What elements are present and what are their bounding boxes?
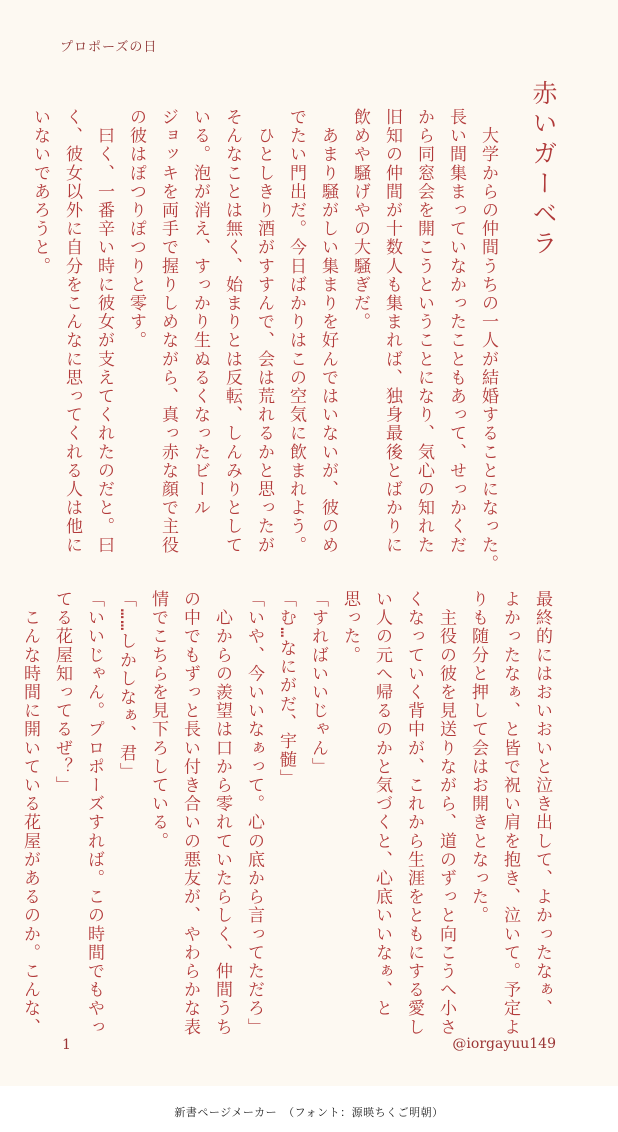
story-text-lower: 最終的にはおいおいと泣き出して、よかったなぁ、 よかったなぁ、と皆で祝い肩を抱き、泣いて。予定よ りも随分と押して会はお開きとなった。 主役の彼を見送りながら、道のずっと向こうへ小さ くなっていく背中が、これから生涯をともにする愛し い人の元へ帰るのかと気づくと、心底いいなぁ、と 思った。 「すればいいじゃん」 「む…なにがだ、宇髄」 「いや、今いいなぁって。心の底から言ってただろ」 心からの羨望は口から零れていたらしく、仲間うち の中でもずっと長い付き合いの悪友が、やわらかな表 情でこちらを見下ろしている。 「……しかしなぁ、君」 「いいじゃん。プロポーズすれば。この時間でもやっ てる花屋知ってるぜ？」 こんな時間に開いている花屋があるのか。こんな、	[20, 590, 552, 1037]
page-number: 1	[62, 1037, 71, 1053]
author-handle: @iorgayuu149	[452, 1036, 556, 1052]
credit-line: 新書ページメーカー （フォント：源暎ちくご明朝）	[174, 1106, 444, 1119]
story-text-upper: 大学からの仲間うちの一人が結婚することになった。 長い間集まっていなかったこともあって、せっかくだ から同窓会を開こうということになり、気心の知れた 旧知の仲間が十数人も集まれば、独身最後とばかりに 飲めや騒げやの大騒ぎだ。 あまり騒がしい集まりを好んではいないが、彼のめ でたい門出だ。今日ばかりはこの空気に飲まれよう。 ひとしきり酒がすすんで、会は荒れるかと思ったが そんなことは無く、始まりとは反転、しんみりとして いる。泡が消え、すっかり生ぬるくなったビール ジョッキを両手で握りしめながら、真っ赤な顔で主役 の彼はぽつりぽつりと零す。 曰く、一番辛い時に彼女が支えてくれたのだと。曰 く、彼女以外に自分をこんなに思ってくれる人は他に いないであろうと。	[30, 108, 498, 573]
series-title: プロポーズの日	[60, 40, 158, 55]
story-title: 赤いガーベラ	[529, 80, 558, 260]
